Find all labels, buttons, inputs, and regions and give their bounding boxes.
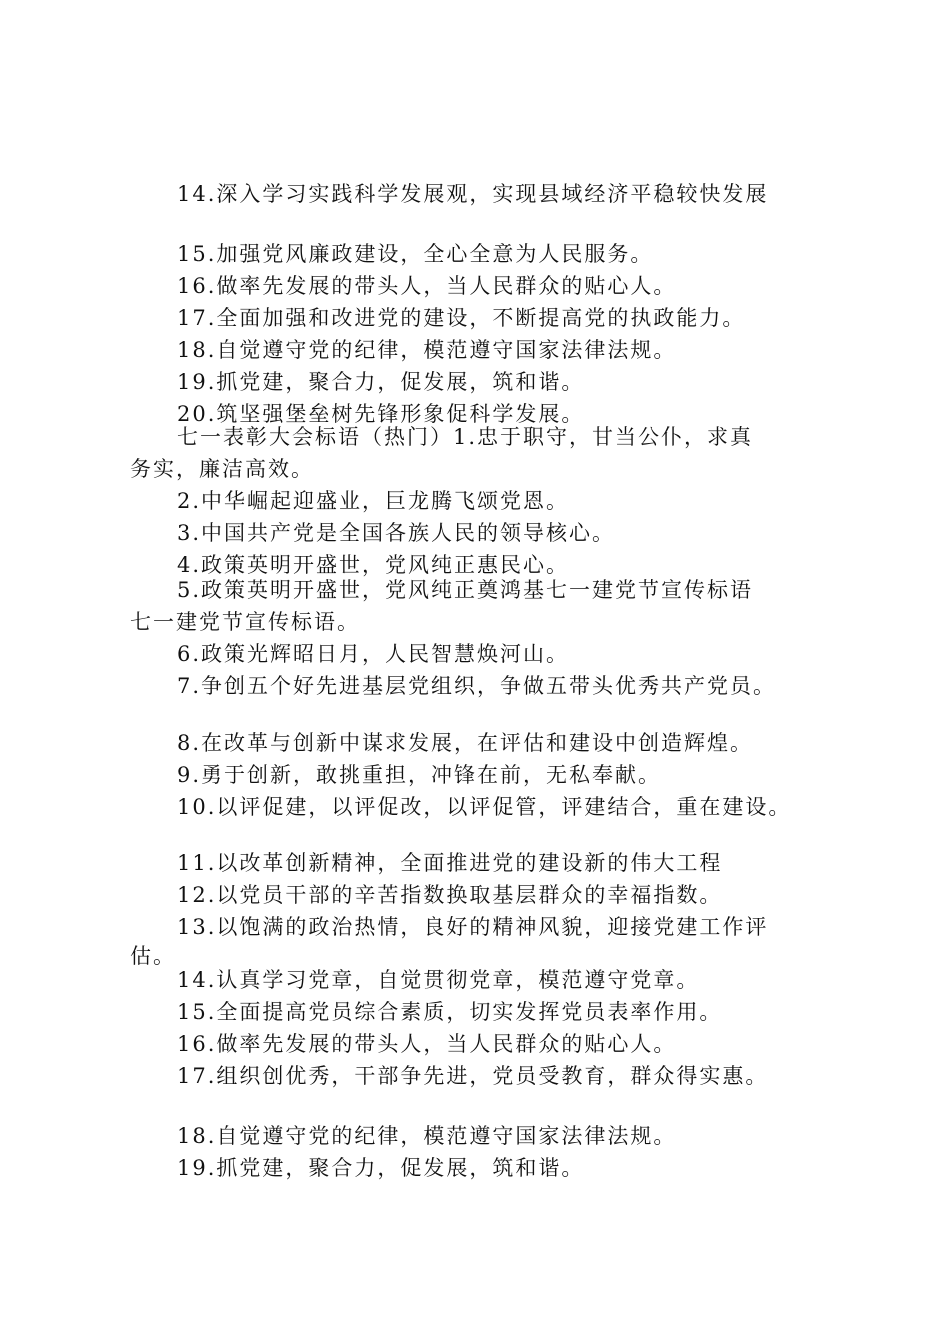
text-line: 18.自觉遵守党的纪律，模范遵守国家法律法规。 <box>177 338 677 362</box>
section-heading-line: 七一表彰大会标语（热门）1.忠于职守，甘当公仆，求真 <box>177 425 754 449</box>
text-line: 9.勇于创新，敢挑重担，冲锋在前，无私奉献。 <box>177 763 662 787</box>
text-line: 19.抓党建，聚合力，促发展，筑和谐。 <box>177 370 585 394</box>
text-line: 3.中国共产党是全国各族人民的领导核心。 <box>177 521 616 545</box>
text-line: 14.深入学习实践科学发展观，实现县域经济平稳较快发展 <box>177 182 769 206</box>
text-line: 10.以评促建，以评促改，以评促管，评建结合，重在建设。 <box>177 795 792 819</box>
text-line: 5.政策英明开盛世，党风纯正奠鸿基七一建党节宣传标语 <box>177 578 754 602</box>
text-line: 务实，廉洁高效。 <box>130 457 314 481</box>
text-line: 15.全面提高党员综合素质，切实发挥党员表率作用。 <box>177 1000 723 1024</box>
text-line: 20.筑坚强堡垒树先锋形象促科学发展。 <box>177 402 585 426</box>
text-line: 16.做率先发展的带头人，当人民群众的贴心人。 <box>177 1032 677 1056</box>
text-line: 19.抓党建，聚合力，促发展，筑和谐。 <box>177 1156 585 1180</box>
text-line: 17.全面加强和改进党的建设，不断提高党的执政能力。 <box>177 306 746 330</box>
text-line: 七一建党节宣传标语。 <box>130 610 360 634</box>
text-line: 2.中华崛起迎盛业，巨龙腾飞颂党恩。 <box>177 489 570 513</box>
text-line: 17.组织创优秀，干部争先进，党员受教育，群众得实惠。 <box>177 1064 769 1088</box>
text-line: 18.自觉遵守党的纪律，模范遵守国家法律法规。 <box>177 1124 677 1148</box>
text-line: 6.政策光辉昭日月，人民智慧焕河山。 <box>177 642 570 666</box>
text-line: 4.政策英明开盛世，党风纯正惠民心。 <box>177 553 570 577</box>
text-line: 7.争创五个好先进基层党组织，争做五带头优秀共产党员。 <box>177 674 777 698</box>
text-line: 13.以饱满的政治热情，良好的精神风貌，迎接党建工作评 <box>177 915 769 939</box>
text-line: 12.以党员干部的辛苦指数换取基层群众的幸福指数。 <box>177 883 723 907</box>
text-line: 14.认真学习党章，自觉贯彻党章，模范遵守党章。 <box>177 968 700 992</box>
text-line: 估。 <box>130 944 176 968</box>
text-line: 16.做率先发展的带头人，当人民群众的贴心人。 <box>177 274 677 298</box>
text-line: 8.在改革与创新中谋求发展，在评估和建设中创造辉煌。 <box>177 731 754 755</box>
text-line: 15.加强党风廉政建设，全心全意为人民服务。 <box>177 242 654 266</box>
text-line: 11.以改革创新精神，全面推进党的建设新的伟大工程 <box>177 851 723 875</box>
